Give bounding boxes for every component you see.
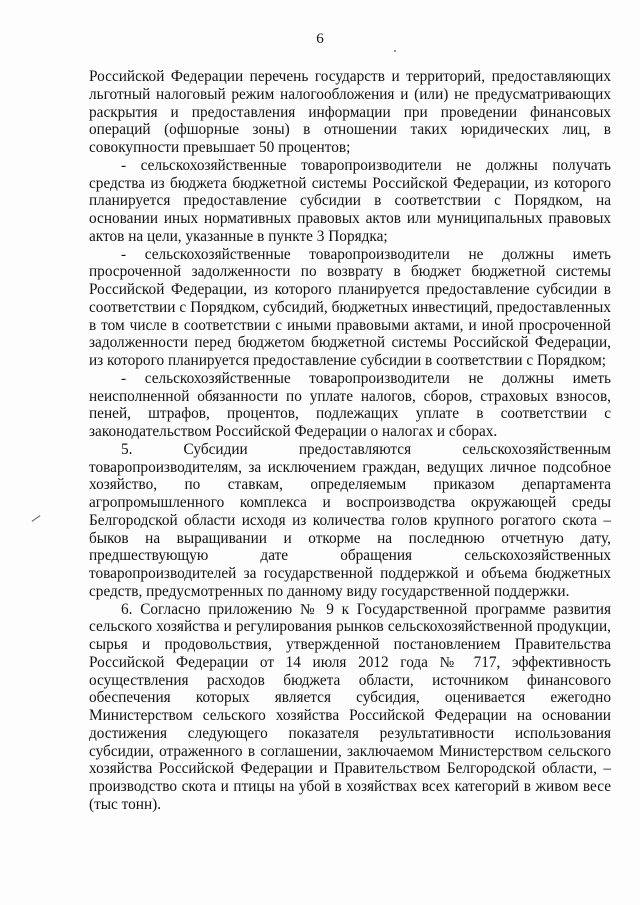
- page-number: 6: [316, 31, 324, 47]
- paragraph-clause-6: 6. Согласно приложению № 9 к Государственной программе развития сельского хозяйства и регулирования рынков сельскохозяйственной продукции, сырья и продовольствия, утвержденной постановлением Правительства Российской Федерации от 14 июля 2012 года № 717, эффективность осуществления расходов бюджета области, источником финансового обеспечения которых является субсидия, оценивается ежегодно Министерством сельского хозяйства Российской Федерации на основании достижения следующего показателя результативности использования субсидии, отраженного в соглашении, заключаемом Министерством сельского хозяйства Российской Федерации и Правительством Белгородской области, – производство скота и птицы на убой в хозяйствах всех категорий в живом весе (тыс тонн).: [89, 600, 611, 813]
- paragraph-no-overdue-debt: - сельскохозяйственные товаропроизводители не должны иметь просроченной задолженности по возврату в бюджет бюджетной системы Российской Федерации, из которого планируется предоставление субсидии в соответствии с Порядком, субсидий, бюджетных инвестиций, предоставленных в том числе в соответствии с иными правовыми актами, и иной просроченной задолженности перед бюджетом бюджетной системы Российской Федерации, из которого планируется предоставление субсидии в соответствии с Порядком;: [89, 245, 611, 369]
- paragraph-clause-5: 5. Субсидии предоставляются сельскохозяйственным товаропроизводителям, за исключением граждан, ведущих личное подсобное хозяйство, по ставкам, определяемым приказом департамента агропромышленного комплекса и воспроизводства окружающей среды Белгородской области исходя из количества голов крупного рогатого скота – быков на выращивании и откорме на последнюю отчетную дату, предшествующую дате обращения сельскохозяйственных товаропроизводителей за государственной поддержкой и объема бюджетных средств, предусмотренных по данному виду государственной поддержки.: [89, 440, 611, 600]
- document-body: [89, 68, 611, 814]
- paragraph-no-budget-funds: - сельскохозяйственные товаропроизводители не должны получать средства из бюджета бюджетной системы Российской Федерации, из которого планируется предоставление субсидии в соответствии с Порядком, на основании иных нормативных правовых актов или муниципальных правовых актов на цели, указанные в пункте 3 Порядка;: [89, 156, 611, 245]
- paragraph-continuation-offshore: Российской Федерации перечень государств и территорий, предоставляющих льготный налоговый режим налогообложения и (или) не предусматривающих раскрытия и предоставления информации при проведении финансовых операций (офшорные зоны) в отношении таких юридических лиц, в совокупности превышает 50 процентов;: [89, 68, 611, 156]
- paragraph-no-tax-arrears: - сельскохозяйственные товаропроизводители не должны иметь неисполненной обязанности по уплате налогов, сборов, страховых взносов, пеней, штрафов, процентов, подлежащих уплате в соответствии с законодательством Российской Федерации о налогах и сборах.: [89, 369, 611, 440]
- scan-artifact-dot: [394, 50, 396, 52]
- margin-pen-mark: [32, 515, 41, 522]
